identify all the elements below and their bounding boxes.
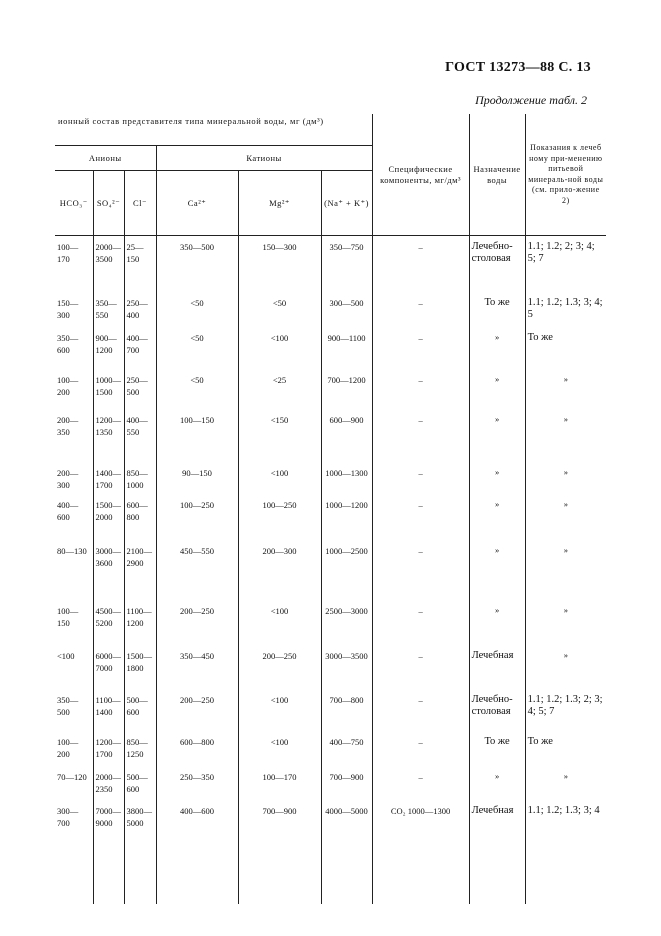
- purpose-cell: Лечебно-столовая: [469, 236, 525, 297]
- ca-cell: 250—350: [156, 770, 238, 804]
- mg-cell: <100: [238, 466, 321, 498]
- hco3-cell: 350—600: [55, 331, 93, 373]
- na-k-cell: 1000—1200: [321, 498, 372, 544]
- so4-cell: 2000—2350: [93, 770, 124, 804]
- specific-cell: –: [372, 604, 469, 649]
- so4-cell: 2000—3500: [93, 236, 124, 297]
- cl-cell: 850—1000: [124, 466, 156, 498]
- table-row: [55, 466, 606, 498]
- so4-cell: 350—550: [93, 296, 124, 331]
- cl-cell: 3800—5000: [124, 804, 156, 890]
- indications-cell: »: [563, 771, 568, 781]
- purpose-cell: То же: [469, 735, 525, 770]
- mg-header: Mg²⁺: [238, 171, 321, 236]
- empty-cell: [124, 890, 156, 904]
- hco3-cell: 100—170: [55, 236, 93, 297]
- hco3-cell: 400—600: [55, 498, 93, 544]
- ca-cell: 450—550: [156, 544, 238, 604]
- indications-cell: »: [563, 605, 568, 615]
- na-k-cell: 400—750: [321, 735, 372, 770]
- mg-cell: 150—300: [238, 236, 321, 297]
- table-row: [55, 804, 606, 890]
- hco3-cell: 300—700: [55, 804, 93, 890]
- cl-cell: 500—600: [124, 693, 156, 735]
- empty-cell: [372, 890, 469, 904]
- na-k-cell: 700—900: [321, 770, 372, 804]
- indications-cell: 1.1; 1.2; 1.3; 3; 4: [527, 805, 600, 816]
- so4-cell: 4500—5200: [93, 604, 124, 649]
- cations-header: Катионы: [156, 146, 372, 171]
- cl-cell: 2100—2900: [124, 544, 156, 604]
- hco3-cell: <100: [55, 649, 93, 693]
- specific-cell: –: [372, 544, 469, 604]
- so4-header: SO₄²⁻: [93, 171, 124, 236]
- specific-cell: –: [372, 498, 469, 544]
- purpose-header: Назначение воды: [469, 114, 525, 236]
- ion-composition-header: ионный состав представителя типа минеральной воды, мг (дм³): [55, 114, 372, 146]
- ca-cell: 400—600: [156, 804, 238, 890]
- table-row: [55, 413, 606, 466]
- ca-cell: <50: [156, 296, 238, 331]
- ca-cell: 600—800: [156, 735, 238, 770]
- mg-cell: 100—250: [238, 498, 321, 544]
- purpose-cell: Лечебно-столовая: [469, 693, 525, 735]
- cl-cell: 400—550: [124, 413, 156, 466]
- na-k-cell: 2500—3000: [321, 604, 372, 649]
- na-k-cell: 700—800: [321, 693, 372, 735]
- specific-cell: –: [372, 466, 469, 498]
- na-k-header: (Na⁺ + K⁺): [321, 171, 372, 236]
- specific-cell: CO₂ 1000—1300: [372, 804, 469, 890]
- so4-cell: 1000—1500: [93, 373, 124, 413]
- so4-cell: 3000—3600: [93, 544, 124, 604]
- mg-cell: 100—170: [238, 770, 321, 804]
- hco3-cell: 80—130: [55, 544, 93, 604]
- empty-cell: [525, 890, 606, 904]
- indications-cell: »: [563, 467, 568, 477]
- so4-cell: 1200—1350: [93, 413, 124, 466]
- table-row: [55, 735, 606, 770]
- hco3-cell: 200—350: [55, 413, 93, 466]
- table-row-empty: [55, 890, 606, 904]
- indications-cell: »: [563, 499, 568, 509]
- table-row: [55, 770, 606, 804]
- purpose-cell: »: [469, 604, 525, 649]
- hco3-header: HCO₃⁻: [55, 171, 93, 236]
- hco3-cell: 100—150: [55, 604, 93, 649]
- indications-cell: »: [563, 650, 568, 660]
- table-row: [55, 331, 606, 373]
- ca-cell: 100—150: [156, 413, 238, 466]
- indications-cell: То же: [527, 332, 553, 343]
- empty-cell: [238, 890, 321, 904]
- specific-cell: –: [372, 735, 469, 770]
- cl-cell: 850—1250: [124, 735, 156, 770]
- table-continuation-label: Продолжение табл. 2: [475, 93, 587, 107]
- ca-cell: 200—250: [156, 693, 238, 735]
- mg-cell: <100: [238, 604, 321, 649]
- indications-cell: 1.1; 1.2; 1.3; 3; 4; 5: [527, 297, 603, 320]
- empty-cell: [469, 890, 525, 904]
- na-k-cell: 1000—1300: [321, 466, 372, 498]
- hco3-cell: 350—500: [55, 693, 93, 735]
- na-k-cell: 3000—3500: [321, 649, 372, 693]
- cl-cell: 400—700: [124, 331, 156, 373]
- ca-cell: <50: [156, 373, 238, 413]
- empty-cell: [93, 890, 124, 904]
- ca-cell: 350—500: [156, 236, 238, 297]
- purpose-cell: Лечебная: [469, 649, 525, 693]
- page-header: ГОСТ 13273—88 С. 13: [445, 60, 591, 75]
- cl-header: Cl⁻: [124, 171, 156, 236]
- indications-cell: »: [563, 414, 568, 424]
- cl-cell: 250—500: [124, 373, 156, 413]
- mg-cell: 200—300: [238, 544, 321, 604]
- specific-cell: –: [372, 373, 469, 413]
- mg-cell: <25: [238, 373, 321, 413]
- na-k-cell: 900—1100: [321, 331, 372, 373]
- table-row: [55, 604, 606, 649]
- indications-cell: »: [563, 374, 568, 384]
- table-row: [55, 498, 606, 544]
- purpose-cell: »: [469, 373, 525, 413]
- hco3-cell: 70—120: [55, 770, 93, 804]
- mg-cell: <50: [238, 296, 321, 331]
- cl-cell: 600—800: [124, 498, 156, 544]
- mg-cell: <100: [238, 331, 321, 373]
- mg-cell: <150: [238, 413, 321, 466]
- na-k-cell: 350—750: [321, 236, 372, 297]
- specific-components-header: Специфические компоненты, мг/дм³: [372, 114, 469, 236]
- cl-cell: 1500—1800: [124, 649, 156, 693]
- na-k-cell: 300—500: [321, 296, 372, 331]
- na-k-cell: 4000—5000: [321, 804, 372, 890]
- specific-cell: –: [372, 331, 469, 373]
- ca-cell: 200—250: [156, 604, 238, 649]
- purpose-cell: »: [469, 413, 525, 466]
- hco3-cell: 100—200: [55, 735, 93, 770]
- empty-cell: [55, 890, 93, 904]
- na-k-cell: 700—1200: [321, 373, 372, 413]
- purpose-cell: »: [469, 331, 525, 373]
- purpose-cell: »: [469, 544, 525, 604]
- mg-cell: <100: [238, 735, 321, 770]
- mg-cell: <100: [238, 693, 321, 735]
- indications-cell: »: [563, 545, 568, 555]
- table-row: [55, 373, 606, 413]
- purpose-cell: »: [469, 770, 525, 804]
- na-k-cell: 1000—2500: [321, 544, 372, 604]
- so4-cell: 1200—1700: [93, 735, 124, 770]
- specific-cell: –: [372, 296, 469, 331]
- specific-cell: –: [372, 236, 469, 297]
- so4-cell: 900—1200: [93, 331, 124, 373]
- ca-cell: 90—150: [156, 466, 238, 498]
- so4-cell: 1100—1400: [93, 693, 124, 735]
- empty-cell: [321, 890, 372, 904]
- cl-cell: 25—150: [124, 236, 156, 297]
- cl-cell: 500—600: [124, 770, 156, 804]
- table-row: [55, 236, 606, 297]
- specific-cell: –: [372, 649, 469, 693]
- so4-cell: 1400—1700: [93, 466, 124, 498]
- indications-cell: 1.1; 1.2; 1.3; 2; 3; 4; 5; 7: [527, 694, 603, 717]
- ca-cell: 350—450: [156, 649, 238, 693]
- so4-cell: 7000—9000: [93, 804, 124, 890]
- hco3-cell: 100—200: [55, 373, 93, 413]
- hco3-cell: 150—300: [55, 296, 93, 331]
- cl-cell: 1100—1200: [124, 604, 156, 649]
- indications-cell: 1.1; 1.2; 2; 3; 4; 5; 7: [527, 241, 595, 264]
- na-k-cell: 600—900: [321, 413, 372, 466]
- so4-cell: 1500—2000: [93, 498, 124, 544]
- cl-cell: 250—400: [124, 296, 156, 331]
- specific-cell: –: [372, 413, 469, 466]
- purpose-cell: Лечебная: [469, 804, 525, 890]
- table-row: [55, 296, 606, 331]
- mg-cell: 200—250: [238, 649, 321, 693]
- indications-header: Показания к лечеб ному при-менению питьевой минераль-ной воды (см. прило-жение 2): [525, 114, 606, 236]
- table-row: [55, 693, 606, 735]
- hco3-cell: 200—300: [55, 466, 93, 498]
- table-row: [55, 649, 606, 693]
- mineral-water-table: [55, 114, 606, 904]
- ca-header: Ca²⁺: [156, 171, 238, 236]
- specific-cell: –: [372, 693, 469, 735]
- empty-cell: [156, 890, 238, 904]
- purpose-cell: »: [469, 498, 525, 544]
- mg-cell: 700—900: [238, 804, 321, 890]
- purpose-cell: То же: [469, 296, 525, 331]
- anions-header: Анионы: [55, 146, 156, 171]
- specific-cell: –: [372, 770, 469, 804]
- ca-cell: 100—250: [156, 498, 238, 544]
- ca-cell: <50: [156, 331, 238, 373]
- indications-cell: То же: [527, 736, 553, 747]
- table-row: [55, 544, 606, 604]
- purpose-cell: »: [469, 466, 525, 498]
- so4-cell: 6000—7000: [93, 649, 124, 693]
